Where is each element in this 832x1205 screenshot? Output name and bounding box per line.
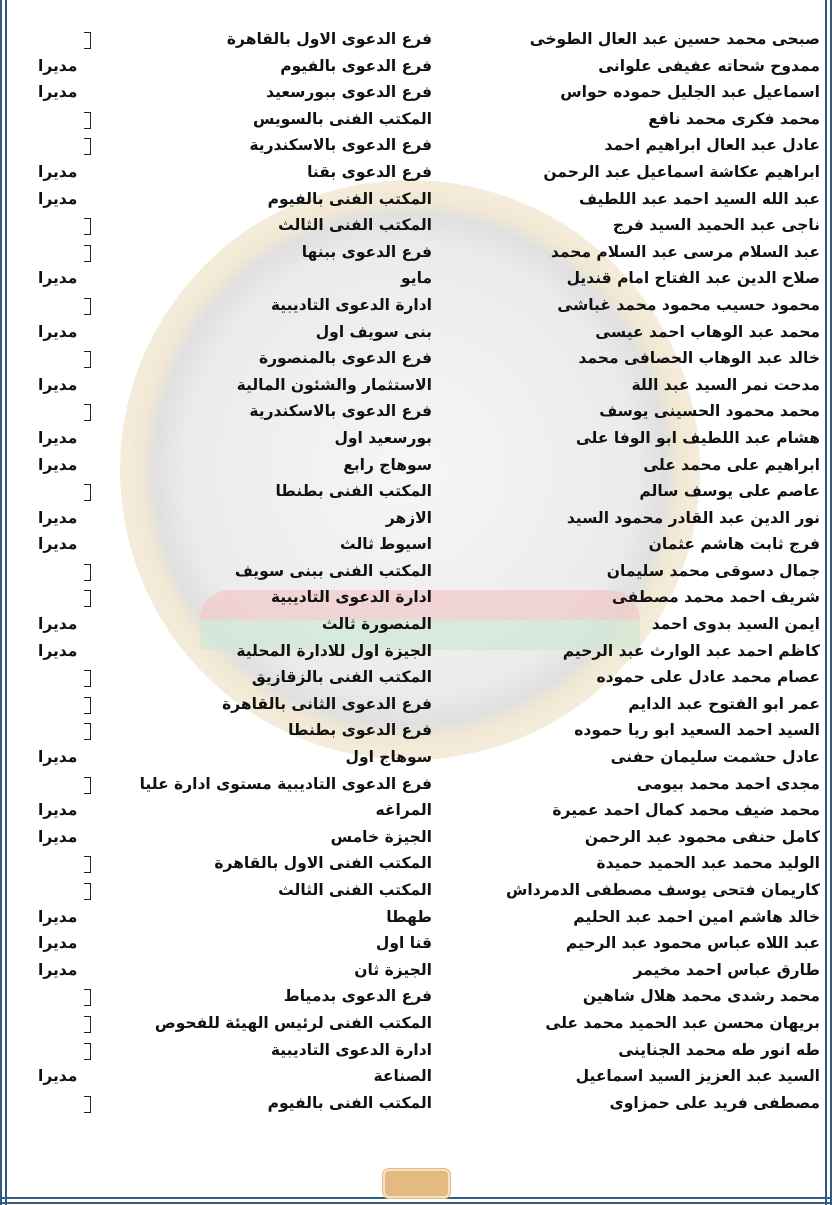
list-item [0,399,832,426]
page-number-box [383,1169,450,1198]
bracket-icon [84,218,91,235]
employee-name: مدحت نمر السيد عبد اللة [631,375,820,394]
employee-name: اسماعيل عبد الجليل حموده حواس [560,83,820,102]
status-label: مديرا [38,1067,78,1086]
list-item [0,27,832,54]
list-item [0,346,832,373]
list-item [0,107,832,134]
assigned-location: المكتب الفنى بالفيوم [267,189,432,208]
assigned-location: فرع الدعوى ببنها [301,242,432,261]
list-item [0,506,832,533]
employee-name: ايمن السيد بدوى احمد [651,615,820,634]
employee-name: جمال دسوقى محمد سليمان [606,561,820,580]
list-item [0,612,832,639]
assigned-location: المكتب الفنى بالسويس [252,109,432,128]
assigned-location: فرع الدعوى بالاسكندرية [249,136,432,155]
status-label: مديرا [38,455,78,474]
list-item [0,426,832,453]
list-item [0,692,832,719]
status-label: مديرا [38,907,78,926]
assigned-location: المكتب الفنى الثالث [278,881,432,899]
employee-name: محمد محمود الحسينى يوسف [599,402,820,421]
bracket-icon [84,112,91,129]
status-label: مديرا [38,189,78,208]
list-item [0,665,832,692]
employee-name: بريهان محسن عبد الحميد محمد على [545,1013,820,1032]
assigned-location: الجيزة اول للادارة المحلية [236,641,432,660]
employee-name: محمود حسيب محمود محمد غباشى [557,295,820,314]
employee-name: السيد احمد السعيد ابو ريا حموده [574,721,820,740]
employee-name: مجدى احمد محمد بيومى [636,774,820,793]
assigned-location: المراغه [375,801,432,820]
assigned-location: فرع الدعوى بالمنصورة [258,349,432,368]
list-item [0,825,832,852]
list-item [0,878,832,905]
list-item [0,931,832,958]
assigned-location: ادارة الدعوى التاديبية [270,588,432,607]
bracket-icon [84,590,91,607]
list-item [0,851,832,878]
employee-name: طه انور طه محمد الجناينى [618,1040,820,1059]
employee-name: خالد عبد الوهاب الحصافى محمد [578,349,820,368]
employee-name: محمد رشدى محمد هلال شاهين [582,987,820,1006]
assigned-location: الجيزة خامس [330,827,432,846]
list-item [0,373,832,400]
assigned-location: سوهاج رابع [343,455,432,474]
list-item [0,266,832,293]
status-label: مديرا [38,508,78,527]
list-item [0,772,832,799]
assigned-location: الصناعة [373,1067,432,1086]
bracket-icon [84,298,91,315]
list-item [0,160,832,187]
bracket-icon [84,670,91,687]
employee-name: عادل حشمت سليمان حفنى [610,748,820,767]
assigned-location: ادارة الدعوى التاديبية [270,295,432,314]
list-item [0,1038,832,1065]
employee-name: ابراهيم عكاشة اسماعيل عبد الرحمن [543,162,820,181]
status-label: مديرا [38,615,78,634]
assigned-location: بورسعيد اول [334,428,432,447]
assigned-location: فرع الدعوى بطنطا [288,721,432,740]
assigned-location: المكتب الفنى لرئيس الهيئة للفحوص [154,1013,432,1032]
bracket-icon [84,404,91,421]
bracket-icon [84,138,91,155]
employee-name: شريف احمد محمد مصطفى [611,588,820,607]
assigned-location: فرع الدعوى بدمياط [283,987,432,1006]
list-item [0,320,832,347]
list-item [0,293,832,320]
assigned-location: فرع الدعوى بقنا [307,162,432,181]
bracket-icon [84,1016,91,1033]
employee-name: عاصم على يوسف سالم [639,482,820,501]
status-label: مديرا [38,322,78,341]
list-item [0,639,832,666]
employee-name: محمد فكرى محمد نافع [648,109,820,128]
status-label: مديرا [38,535,78,554]
employee-name: ابراهيم على محمد على [643,455,820,474]
status-label: مديرا [38,162,78,181]
employee-name: عبد الله السيد احمد عبد اللطيف [579,189,820,208]
personnel-list [0,27,832,1117]
assigned-location: المكتب الفنى بالزقازيق [251,668,432,687]
employee-name: نور الدين عبد القادر محمود السيد [566,508,820,527]
assigned-location: قنا اول [375,934,432,953]
employee-name: مصطفى فريد على حمزاوى [609,1093,820,1112]
status-label: مديرا [38,269,78,288]
assigned-location: فرع الدعوى بالاسكندرية [249,402,432,421]
list-item [0,453,832,480]
bracket-icon [84,245,91,262]
bracket-icon [84,883,91,900]
list-item [0,80,832,107]
status-label: مديرا [38,428,78,447]
bracket-icon [84,351,91,368]
employee-name: كامل حنفى محمود عبد الرحمن [584,827,820,846]
assigned-location: ادارة الدعوى التاديبية [270,1040,432,1059]
list-item [0,54,832,81]
status-label: مديرا [38,960,78,979]
bracket-icon [84,777,91,794]
assigned-location: اسيوط ثالث [340,535,432,554]
assigned-location: الاستثمار والشئون المالية [236,375,432,394]
assigned-location: فرع الدعوى الاول بالقاهرة [226,30,432,48]
assigned-location: فرع الدعوى الثانى بالقاهرة [222,694,432,713]
assigned-location: مايو [401,269,432,288]
list-item [0,745,832,772]
employee-name: محمد ضيف محمد كمال احمد عميرة [552,801,820,820]
status-label: مديرا [38,934,78,953]
assigned-location: فرع الدعوى ببورسعيد [266,83,432,102]
list-item [0,187,832,214]
assigned-location: المكتب الفنى بالفيوم [267,1093,432,1112]
employee-name: صلاح الدين عبد الفتاح امام قنديل [566,269,820,288]
assigned-location: سوهاج اول [345,748,432,767]
bracket-icon [84,1043,91,1060]
list-item [0,240,832,267]
employee-name: صبحى محمد حسين عبد العال الطوخى [529,30,820,48]
employee-name: عمر ابو الفتوح عبد الدايم [628,694,820,713]
status-label: مديرا [38,801,78,820]
list-item [0,213,832,240]
bracket-icon [84,564,91,581]
bracket-icon [84,989,91,1006]
assigned-location: المنصورة ثالث [321,615,432,634]
list-item [0,1091,832,1118]
status-label: مديرا [38,375,78,394]
employee-name: كاريمان فتحى يوسف مصطفى الدمرداش [506,881,820,899]
list-item [0,1064,832,1091]
employee-name: كاظم احمد عبد الوارث عبد الرحيم [562,641,820,660]
bracket-icon [84,1096,91,1113]
assigned-location: المكتب الفنى ببنى سويف [234,561,432,580]
list-item [0,798,832,825]
list-item [0,532,832,559]
status-label: مديرا [38,641,78,660]
status-label: مديرا [38,56,78,75]
employee-name: محمد عبد الوهاب احمد عيسى [595,322,820,341]
assigned-location: طهطا [386,907,432,926]
employee-name: الوليد محمد عبد الحميد حميدة [596,854,820,873]
employee-name: فرج ثابت هاشم عثمان [648,535,820,554]
employee-name: هشام عبد اللطيف ابو الوفا على [575,428,820,447]
bracket-icon [84,484,91,501]
list-item [0,585,832,612]
list-item [0,905,832,932]
assigned-location: الجيزة ثان [354,960,432,979]
assigned-location: بنى سويف اول [315,322,432,341]
employee-name: طارق عباس احمد مخيمر [633,960,820,979]
employee-name: ناجى عبد الحميد السيد فرج [612,216,820,235]
employee-name: عادل عبد العال ابراهيم احمد [604,136,820,155]
assigned-location: الازهر [385,508,432,527]
bracket-icon [84,32,91,49]
assigned-location: فرع الدعوى بالفيوم [280,56,432,75]
status-label: مديرا [38,83,78,102]
employee-name: ممدوح شحاته عفيفى علوانى [598,56,820,75]
employee-name: عبد السلام مرسى عبد السلام محمد [550,242,820,261]
bracket-icon [84,856,91,873]
assigned-location: المكتب الفنى الاول بالقاهرة [214,854,432,873]
bracket-icon [84,723,91,740]
list-item [0,479,832,506]
employee-name: عصام محمد عادل على حموده [596,668,820,687]
page-border-bottom [0,1197,832,1204]
employee-name: خالد هاشم امين احمد عبد الحليم [573,907,820,926]
list-item [0,1011,832,1038]
list-item [0,984,832,1011]
list-item [0,133,832,160]
status-label: مديرا [38,748,78,767]
list-item [0,559,832,586]
employee-name: السيد عبد العزيز السيد اسماعيل [575,1067,820,1086]
assigned-location: المكتب الفنى بطنطا [275,482,432,501]
assigned-location: فرع الدعوى التاديبية مستوى ادارة عليا [139,774,432,793]
bracket-icon [84,697,91,714]
list-item [0,958,832,985]
assigned-location: المكتب الفنى الثالث [278,216,432,235]
status-label: مديرا [38,827,78,846]
list-item [0,718,832,745]
employee-name: عبد اللاه عباس محمود عبد الرحيم [565,934,820,953]
